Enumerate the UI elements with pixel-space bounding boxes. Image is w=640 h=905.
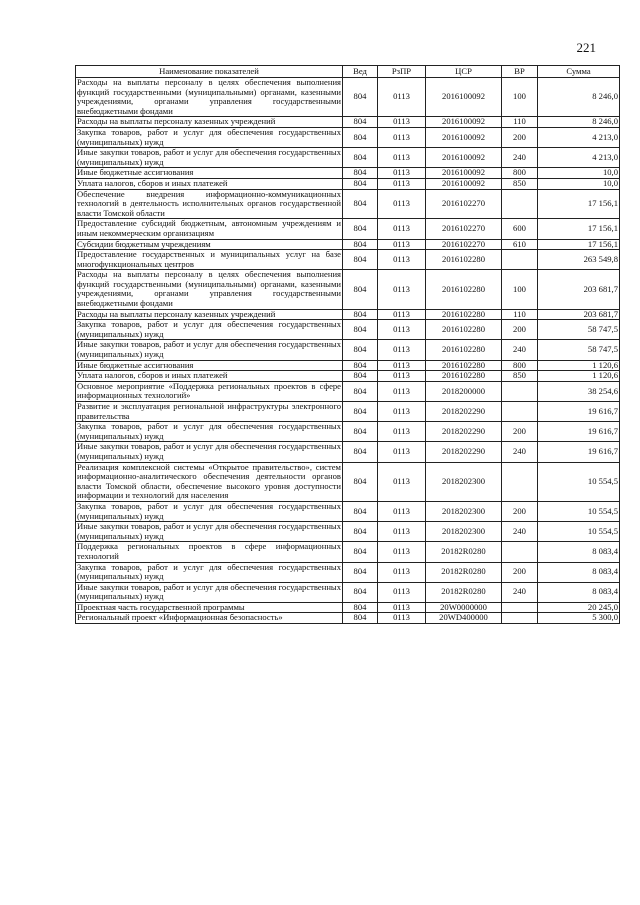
cell-name: Основное мероприятие «Поддержка региональных проектов в сфере информационных технологий»: [77, 380, 341, 401]
cell-rzpr: 0113: [378, 189, 426, 219]
header-ved: Вед: [343, 66, 378, 78]
cell-sum: 8 246,0: [538, 117, 620, 128]
cell-ved: 804: [343, 381, 378, 401]
cell-csr: 2018202290: [426, 422, 502, 442]
table-row: [76, 168, 620, 179]
cell-vr: [502, 462, 538, 501]
cell-ved: 804: [343, 340, 378, 360]
cell-ved: 804: [343, 562, 378, 582]
cell-ved: 804: [343, 360, 378, 371]
cell-sum: 8 083,4: [538, 582, 620, 602]
cell-rzpr: 0113: [378, 542, 426, 562]
cell-ved: 804: [343, 542, 378, 562]
cell-ved: 804: [343, 189, 378, 219]
cell-csr: 2018202300: [426, 462, 502, 501]
cell-rzpr: 0113: [378, 422, 426, 442]
cell-sum: 19 616,7: [538, 442, 620, 462]
table-row: [76, 381, 620, 401]
cell-name: Расходы на выплаты персоналу в целях обеспечения выполнения функций государственными (муниципальными) органами, казенными учреждениями, органами управления государственными внебюджетными фондами: [77, 77, 341, 116]
cell-rzpr: 0113: [378, 501, 426, 521]
cell-rzpr: 0113: [378, 462, 426, 501]
table-row: [76, 602, 620, 613]
table-row: [76, 219, 620, 239]
cell-sum: 17 156,1: [538, 189, 620, 219]
cell-csr: 2018202300: [426, 501, 502, 521]
cell-sum: 1 120,6: [538, 360, 620, 371]
cell-name: Предоставление государственных и муниципальных услуг на базе многофункциональных центров: [77, 249, 341, 269]
cell-rzpr: 0113: [378, 402, 426, 422]
cell-vr: 610: [502, 239, 538, 250]
cell-sum: 8 246,0: [538, 78, 620, 117]
cell-rzpr: 0113: [378, 178, 426, 189]
header-rzpr: РзПР: [378, 66, 426, 78]
table-row: [76, 309, 620, 320]
cell-sum: 8 083,4: [538, 562, 620, 582]
cell-vr: 110: [502, 309, 538, 320]
cell-sum: 38 254,6: [538, 381, 620, 401]
cell-rzpr: 0113: [378, 117, 426, 128]
cell-csr: 2016102270: [426, 219, 502, 239]
cell-name: Предоставление субсидий бюджетным, автономным учреждениям и иным некоммерческим организациям: [77, 218, 341, 238]
table-row: [76, 250, 620, 270]
cell-ved: 804: [343, 320, 378, 340]
cell-sum: 1 120,6: [538, 371, 620, 382]
cell-csr: 2016100092: [426, 178, 502, 189]
cell-vr: [502, 602, 538, 613]
cell-name: Расходы на выплаты персоналу в целях обеспечения выполнения функций государственными (муниципальными) органами, казенными учреждениями, органами управления государственными внебюджетными фондами: [77, 269, 341, 309]
cell-csr: 2018200000: [426, 381, 502, 401]
cell-name: Закупка товаров, работ и услуг для обеспечения государственных (муниципальных) нужд: [77, 319, 341, 339]
table-row: [76, 542, 620, 562]
cell-sum: 10 554,5: [538, 522, 620, 542]
cell-ved: 804: [343, 168, 378, 179]
table-row: [76, 562, 620, 582]
cell-name: Закупка товаров, работ и услуг для обеспечения государственных (муниципальных) нужд: [77, 561, 341, 582]
cell-name: Проектная часть государственной программы: [76, 602, 343, 613]
cell-ved: 804: [343, 462, 378, 501]
table-row: [76, 442, 620, 462]
table-body: [76, 78, 620, 624]
budget-table: [75, 65, 620, 624]
cell-rzpr: 0113: [378, 360, 426, 371]
cell-name: Иные закупки товаров, работ и услуг для обеспечения государственных (муниципальных) нужд: [77, 581, 341, 602]
cell-sum: 58 747,5: [538, 320, 620, 340]
cell-name: Закупка товаров, работ и услуг для обеспечения государственных (муниципальных) нужд: [77, 126, 341, 147]
header-csr: ЦСР: [426, 66, 502, 78]
cell-csr: 20182R0280: [426, 542, 502, 562]
cell-rzpr: 0113: [378, 239, 426, 250]
cell-csr: 2018202290: [426, 402, 502, 422]
table-header-row: [76, 66, 620, 78]
cell-sum: 19 616,7: [538, 422, 620, 442]
cell-vr: 800: [502, 168, 538, 179]
cell-sum: 263 549,8: [538, 250, 620, 270]
cell-vr: 100: [502, 78, 538, 117]
cell-csr: 2016102280: [426, 371, 502, 382]
table-row: [76, 78, 620, 117]
cell-name: Закупка товаров, работ и услуг для обеспечения государственных (муниципальных) нужд: [77, 421, 341, 441]
table-row: [76, 270, 620, 309]
cell-rzpr: 0113: [378, 442, 426, 462]
page-number: 221: [576, 40, 596, 55]
cell-vr: 200: [502, 422, 538, 442]
cell-sum: 17 156,1: [538, 239, 620, 250]
cell-ved: 804: [343, 402, 378, 422]
cell-csr: 2016100092: [426, 78, 502, 117]
cell-sum: 4 213,0: [538, 148, 620, 168]
cell-csr: 2016102280: [426, 309, 502, 320]
cell-ved: 804: [343, 501, 378, 521]
cell-csr: 2016102280: [426, 360, 502, 371]
cell-ved: 804: [343, 602, 378, 613]
cell-csr: 2016102270: [426, 189, 502, 219]
cell-sum: 4 213,0: [538, 127, 620, 147]
cell-rzpr: 0113: [378, 309, 426, 320]
cell-vr: [502, 402, 538, 422]
cell-sum: 10,0: [538, 168, 620, 179]
cell-vr: 240: [502, 522, 538, 542]
cell-rzpr: 0113: [378, 250, 426, 270]
cell-sum: 58 747,5: [538, 340, 620, 360]
header-name: Наименование показателей: [76, 66, 343, 78]
cell-rzpr: 0113: [378, 613, 426, 624]
cell-name: Поддержка региональных проектов в сфере информационных технологий: [77, 541, 341, 561]
cell-rzpr: 0113: [378, 371, 426, 382]
cell-rzpr: 0113: [378, 78, 426, 117]
table-row: [76, 189, 620, 219]
cell-vr: [502, 250, 538, 270]
cell-vr: [502, 189, 538, 219]
cell-vr: [502, 381, 538, 401]
table-row: [76, 117, 620, 128]
cell-sum: 5 300,0: [538, 613, 620, 624]
cell-name: Закупка товаров, работ и услуг для обеспечения государственных (муниципальных) нужд: [77, 500, 341, 521]
table-row: [76, 239, 620, 250]
cell-csr: 20182R0280: [426, 582, 502, 602]
cell-vr: 200: [502, 320, 538, 340]
cell-name: Развитие и эксплуатация региональной инфраструктуры электронного правительства: [77, 401, 341, 421]
cell-rzpr: 0113: [378, 582, 426, 602]
cell-rzpr: 0113: [378, 320, 426, 340]
cell-vr: 200: [502, 501, 538, 521]
cell-sum: 10,0: [538, 178, 620, 189]
cell-sum: 20 245,0: [538, 602, 620, 613]
cell-rzpr: 0113: [378, 148, 426, 168]
cell-vr: 240: [502, 582, 538, 602]
cell-vr: 240: [502, 340, 538, 360]
cell-ved: 804: [343, 219, 378, 239]
cell-vr: [502, 542, 538, 562]
table-row: [76, 320, 620, 340]
table-row: [76, 501, 620, 521]
cell-name: Иные закупки товаров, работ и услуг для обеспечения государственных (муниципальных) нужд: [77, 441, 341, 461]
cell-sum: 19 616,7: [538, 402, 620, 422]
cell-csr: 2016102280: [426, 320, 502, 340]
cell-ved: 804: [343, 78, 378, 117]
table-row: [76, 522, 620, 542]
cell-vr: 200: [502, 562, 538, 582]
table-row: [76, 402, 620, 422]
cell-name: Уплата налогов, сборов и иных платежей: [76, 371, 343, 382]
header-vr: ВР: [502, 66, 538, 78]
cell-ved: 804: [343, 270, 378, 309]
cell-sum: 8 083,4: [538, 542, 620, 562]
cell-csr: 2016102280: [426, 250, 502, 270]
cell-ved: 804: [343, 442, 378, 462]
cell-name: Обеспечение внедрения информационно-коммуникационных технологий в деятельность исполнительных органов государственной власти Томской области: [77, 188, 341, 218]
cell-ved: 804: [343, 239, 378, 250]
cell-vr: 240: [502, 442, 538, 462]
cell-vr: 850: [502, 371, 538, 382]
cell-name: Реализация комплексной системы «Открытое правительство», систем информационно-аналитического обеспечения деятельности органов власти Томской области, обеспечение высокого уровня доступности информации и технологий для населения: [77, 461, 341, 501]
table-row: [76, 371, 620, 382]
cell-csr: 2016102280: [426, 270, 502, 309]
cell-ved: 804: [343, 148, 378, 168]
cell-rzpr: 0113: [378, 219, 426, 239]
cell-csr: 2016100092: [426, 117, 502, 128]
cell-ved: 804: [343, 422, 378, 442]
cell-name: Иные закупки товаров, работ и услуг для обеспечения государственных (муниципальных) нужд: [77, 147, 341, 167]
cell-ved: 804: [343, 250, 378, 270]
cell-name: Иные бюджетные ассигнования: [76, 360, 343, 371]
cell-csr: 2018202300: [426, 522, 502, 542]
cell-rzpr: 0113: [378, 522, 426, 542]
cell-csr: 20WD400000: [426, 613, 502, 624]
cell-vr: 850: [502, 178, 538, 189]
cell-vr: 100: [502, 270, 538, 309]
cell-csr: 2016100092: [426, 148, 502, 168]
cell-name: Расходы на выплаты персоналу казенных учреждений: [76, 309, 343, 320]
table-row: [76, 127, 620, 147]
table-row: [76, 582, 620, 602]
cell-name: Иные бюджетные ассигнования: [76, 168, 343, 179]
cell-vr: 200: [502, 127, 538, 147]
cell-sum: 17 156,1: [538, 219, 620, 239]
header-sum: Сумма: [538, 66, 620, 78]
cell-ved: 804: [343, 371, 378, 382]
cell-rzpr: 0113: [378, 270, 426, 309]
cell-vr: [502, 613, 538, 624]
cell-vr: 110: [502, 117, 538, 128]
cell-ved: 804: [343, 309, 378, 320]
cell-name: Иные закупки товаров, работ и услуг для обеспечения государственных (муниципальных) нужд: [77, 339, 341, 360]
cell-rzpr: 0113: [378, 602, 426, 613]
cell-name: Иные закупки товаров, работ и услуг для обеспечения государственных (муниципальных) нужд: [77, 521, 341, 541]
cell-ved: 804: [343, 582, 378, 602]
cell-sum: 203 681,7: [538, 309, 620, 320]
table-row: [76, 462, 620, 501]
cell-name: Региональный проект «Информационная безопасность»: [76, 613, 343, 624]
cell-vr: 240: [502, 148, 538, 168]
cell-sum: 203 681,7: [538, 270, 620, 309]
cell-csr: 2018202290: [426, 442, 502, 462]
cell-name: Субсидии бюджетным учреждениям: [76, 239, 343, 250]
table-row: [76, 360, 620, 371]
cell-csr: 2016102280: [426, 340, 502, 360]
cell-ved: 804: [343, 522, 378, 542]
table-row: [76, 178, 620, 189]
cell-rzpr: 0113: [378, 381, 426, 401]
cell-csr: 20182R0280: [426, 562, 502, 582]
table-row: [76, 340, 620, 360]
cell-rzpr: 0113: [378, 168, 426, 179]
cell-vr: 800: [502, 360, 538, 371]
cell-rzpr: 0113: [378, 562, 426, 582]
cell-ved: 804: [343, 127, 378, 147]
cell-ved: 804: [343, 613, 378, 624]
table-row: [76, 148, 620, 168]
cell-vr: 600: [502, 219, 538, 239]
cell-ved: 804: [343, 178, 378, 189]
cell-csr: 2016100092: [426, 127, 502, 147]
cell-sum: 10 554,5: [538, 462, 620, 501]
cell-name: Уплата налогов, сборов и иных платежей: [76, 178, 343, 189]
cell-ved: 804: [343, 117, 378, 128]
cell-rzpr: 0113: [378, 340, 426, 360]
cell-csr: 2016102270: [426, 239, 502, 250]
cell-name: Расходы на выплаты персоналу казенных учреждений: [76, 117, 343, 128]
table-row: [76, 613, 620, 624]
cell-csr: 2016100092: [426, 168, 502, 179]
cell-sum: 10 554,5: [538, 501, 620, 521]
cell-rzpr: 0113: [378, 127, 426, 147]
cell-csr: 20W0000000: [426, 602, 502, 613]
table-row: [76, 422, 620, 442]
